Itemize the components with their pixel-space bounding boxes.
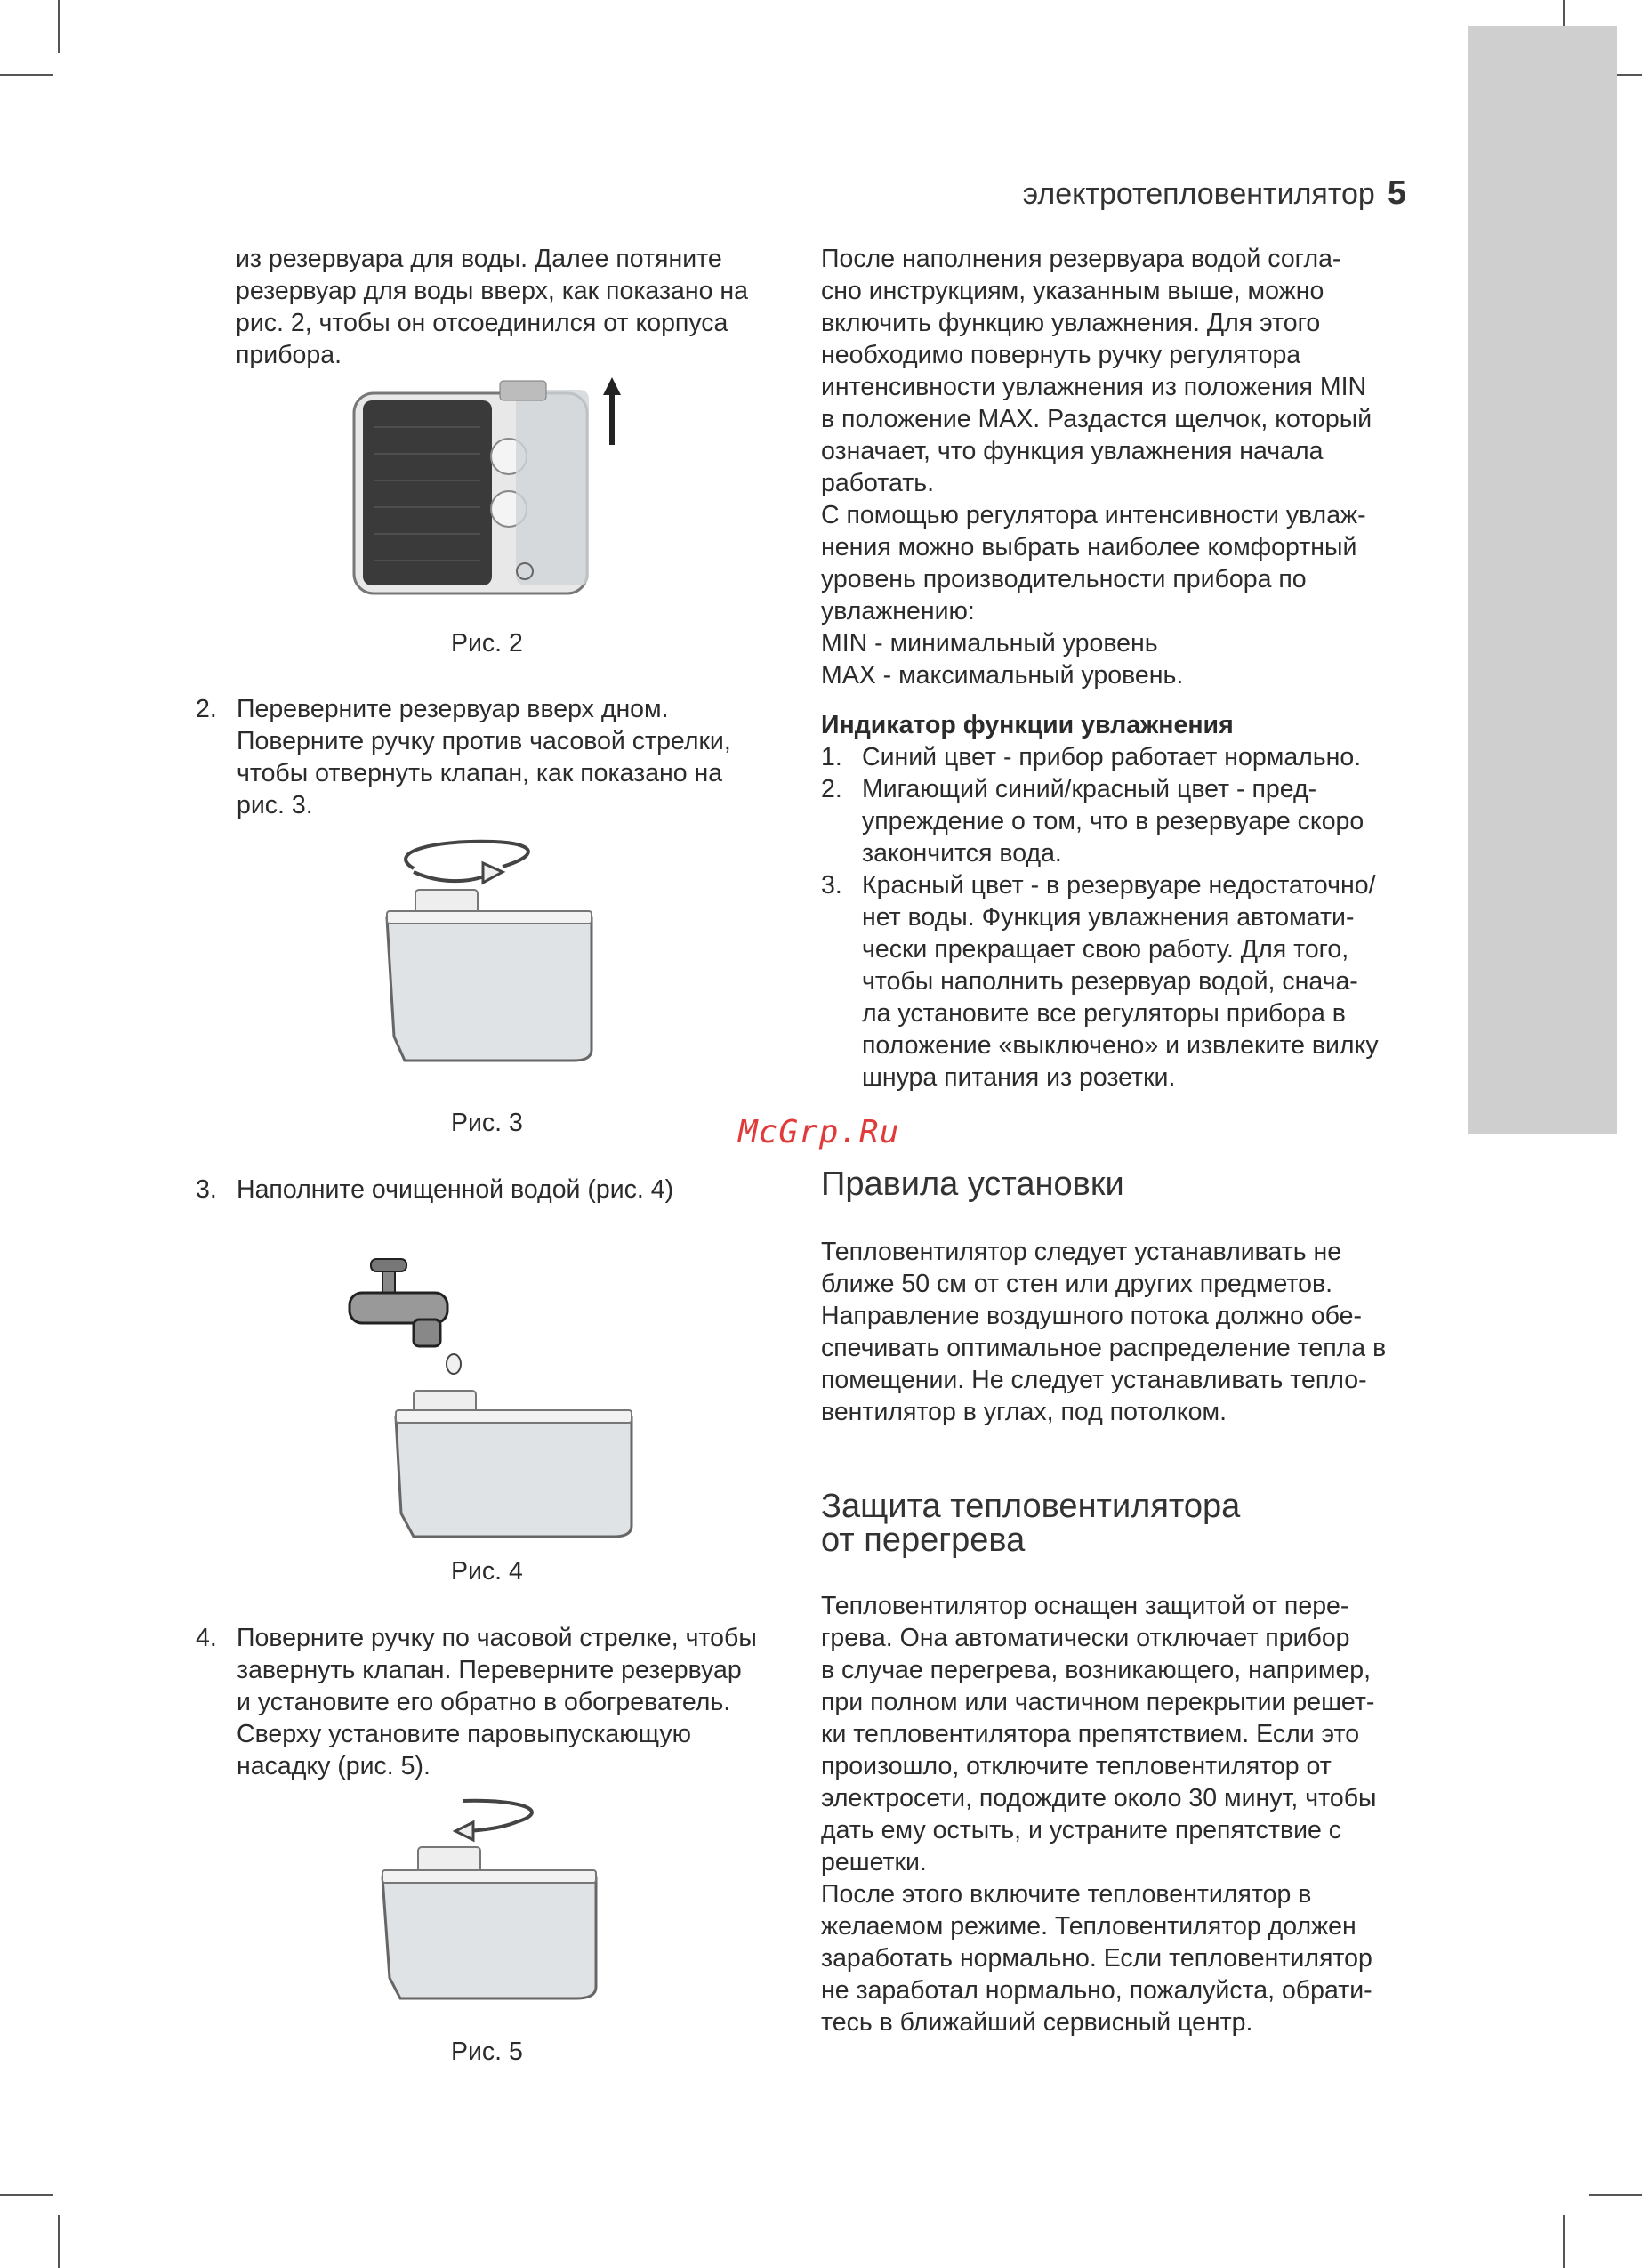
water-tap-icon <box>350 1259 461 1374</box>
right-column-top <box>821 243 1426 1094</box>
fig2-caption: Рис. 2 <box>451 629 523 658</box>
fig3-caption: Рис. 3 <box>451 1109 523 1137</box>
indicator-number: 2. <box>821 775 842 803</box>
install-paragraph: Тепловентилятор следует устанавливать не ближе 50 см от стен или других предметов. Направление воздушного потока должно обе- спечивать оптимальное распределение тепла в помещении. Не следует устанавливать тепло- вентилятор в углах, под потолком. <box>821 1238 1387 1426</box>
up-arrow-icon <box>603 377 621 445</box>
indicator-item <box>821 773 1426 869</box>
step-2 <box>196 693 809 821</box>
watermark: McGrp.Ru <box>738 1114 900 1150</box>
step-4 <box>196 1622 809 1782</box>
crop-mark <box>0 2194 53 2196</box>
indicator-number: 3. <box>821 871 842 900</box>
overheat-heading: Защита тепловентилятора от перегрева <box>821 1488 1241 1559</box>
tap-figure <box>342 1250 645 1544</box>
overheat-section <box>821 1590 1426 2038</box>
crop-mark <box>58 2215 60 2268</box>
indicator-item <box>821 741 1426 773</box>
running-header <box>1023 174 1406 213</box>
tank-figure <box>378 836 618 1068</box>
step-number: 3. <box>196 1175 217 1204</box>
step-3 <box>196 1174 809 1206</box>
humidify-paragraph: После наполнения резервуара водой согла- сно инструкциям, указанным выше, можно включить функцию увлажнения. Для этого необходимо повернуть ручку регулятора интенсивности увлажнения из положения MIN в положение MAX. Раздастся щелчок, который означает, что функция увлажнения начала работать. С помощью регулятора интенсивности увлаж- нения можно выбрать наиболее комфортный уровень производительности прибора по увлажнению: MIN - минимальный уровень MAX - максимальный уровень. <box>821 245 1372 690</box>
indicator-heading: Индикатор функции увлажнения <box>821 711 1234 739</box>
install-section <box>821 1236 1426 1428</box>
side-tab <box>1468 26 1617 1134</box>
page-number: 5 <box>1387 174 1406 212</box>
header-title: электротепловентилятор <box>1022 177 1375 211</box>
indicator-number: 1. <box>821 743 842 771</box>
rotate-arrow-icon <box>455 1801 532 1840</box>
step-text: Наполните очищенной водой (рис. 4) <box>237 1175 674 1204</box>
left-intro <box>236 243 805 371</box>
overheat-paragraph: Тепловентилятор оснащен защитой от пере- грева. Она автоматически отключает прибор в случае перегрева, возникающего, например, при полном или частичном перекрытии решет- ки тепловентилятора препятствием. Если это произошло, отключите тепловентилятор от электросети, подождите около 30 минут, чтобы дать ему остыть, и устраните препятствие с решетки. <box>821 1592 1377 1877</box>
install-heading: Правила установки <box>821 1166 1124 1203</box>
crop-mark <box>1589 2194 1642 2196</box>
overheat-paragraph: После этого включите тепловентилятор в желаемом режиме. Тепловентилятор должен заработать нормально. Если тепловентилятор не заработал нормально, пожалуйста, обрати- тесь в ближайший сервисный центр. <box>821 1880 1372 2037</box>
heater-figure <box>347 374 649 605</box>
tank-figure <box>374 1796 605 2009</box>
indicator-text: Мигающий синий/красный цвет - пред- упреждение о том, что в резервуаре скоро закончится вода. <box>862 775 1364 868</box>
fig5-caption: Рис. 5 <box>451 2038 523 2066</box>
rotate-arrow-icon <box>406 842 528 883</box>
step-number: 4. <box>196 1624 217 1652</box>
step-text: Поверните ручку по часовой стрелке, чтобы завернуть клапан. Переверните резервуар и установите его обратно в обогреватель. Сверху установите паровыпускающую насадку (рис. 5). <box>237 1624 757 1780</box>
indicator-text: Синий цвет - прибор работает нормально. <box>862 743 1362 771</box>
step-text: Переверните резервуар вверх дном. Поверните ручку против часовой стрелки, чтобы отвернуть клапан, как показано на рис. 3. <box>237 695 731 819</box>
step-number: 2. <box>196 695 217 723</box>
indicator-text: Красный цвет - в резервуаре недостаточно/ нет воды. Функция увлажнения автомати- чески прекращает свою работу. Для того, чтобы наполнить резервуар водой, снача- ла установите все регуляторы прибора в положение «выключено» и извлеките вилку шнура питания из розетки. <box>862 871 1379 1092</box>
crop-mark <box>0 74 53 76</box>
indicator-item <box>821 869 1426 1094</box>
crop-mark <box>1563 2215 1565 2268</box>
intro-paragraph: из резервуара для воды. Далее потяните резервуар для воды вверх, как показано на рис. 2, чтобы он отсоединился от корпуса прибора. <box>236 245 748 369</box>
fig4-caption: Рис. 4 <box>451 1557 523 1586</box>
crop-mark <box>58 0 60 53</box>
